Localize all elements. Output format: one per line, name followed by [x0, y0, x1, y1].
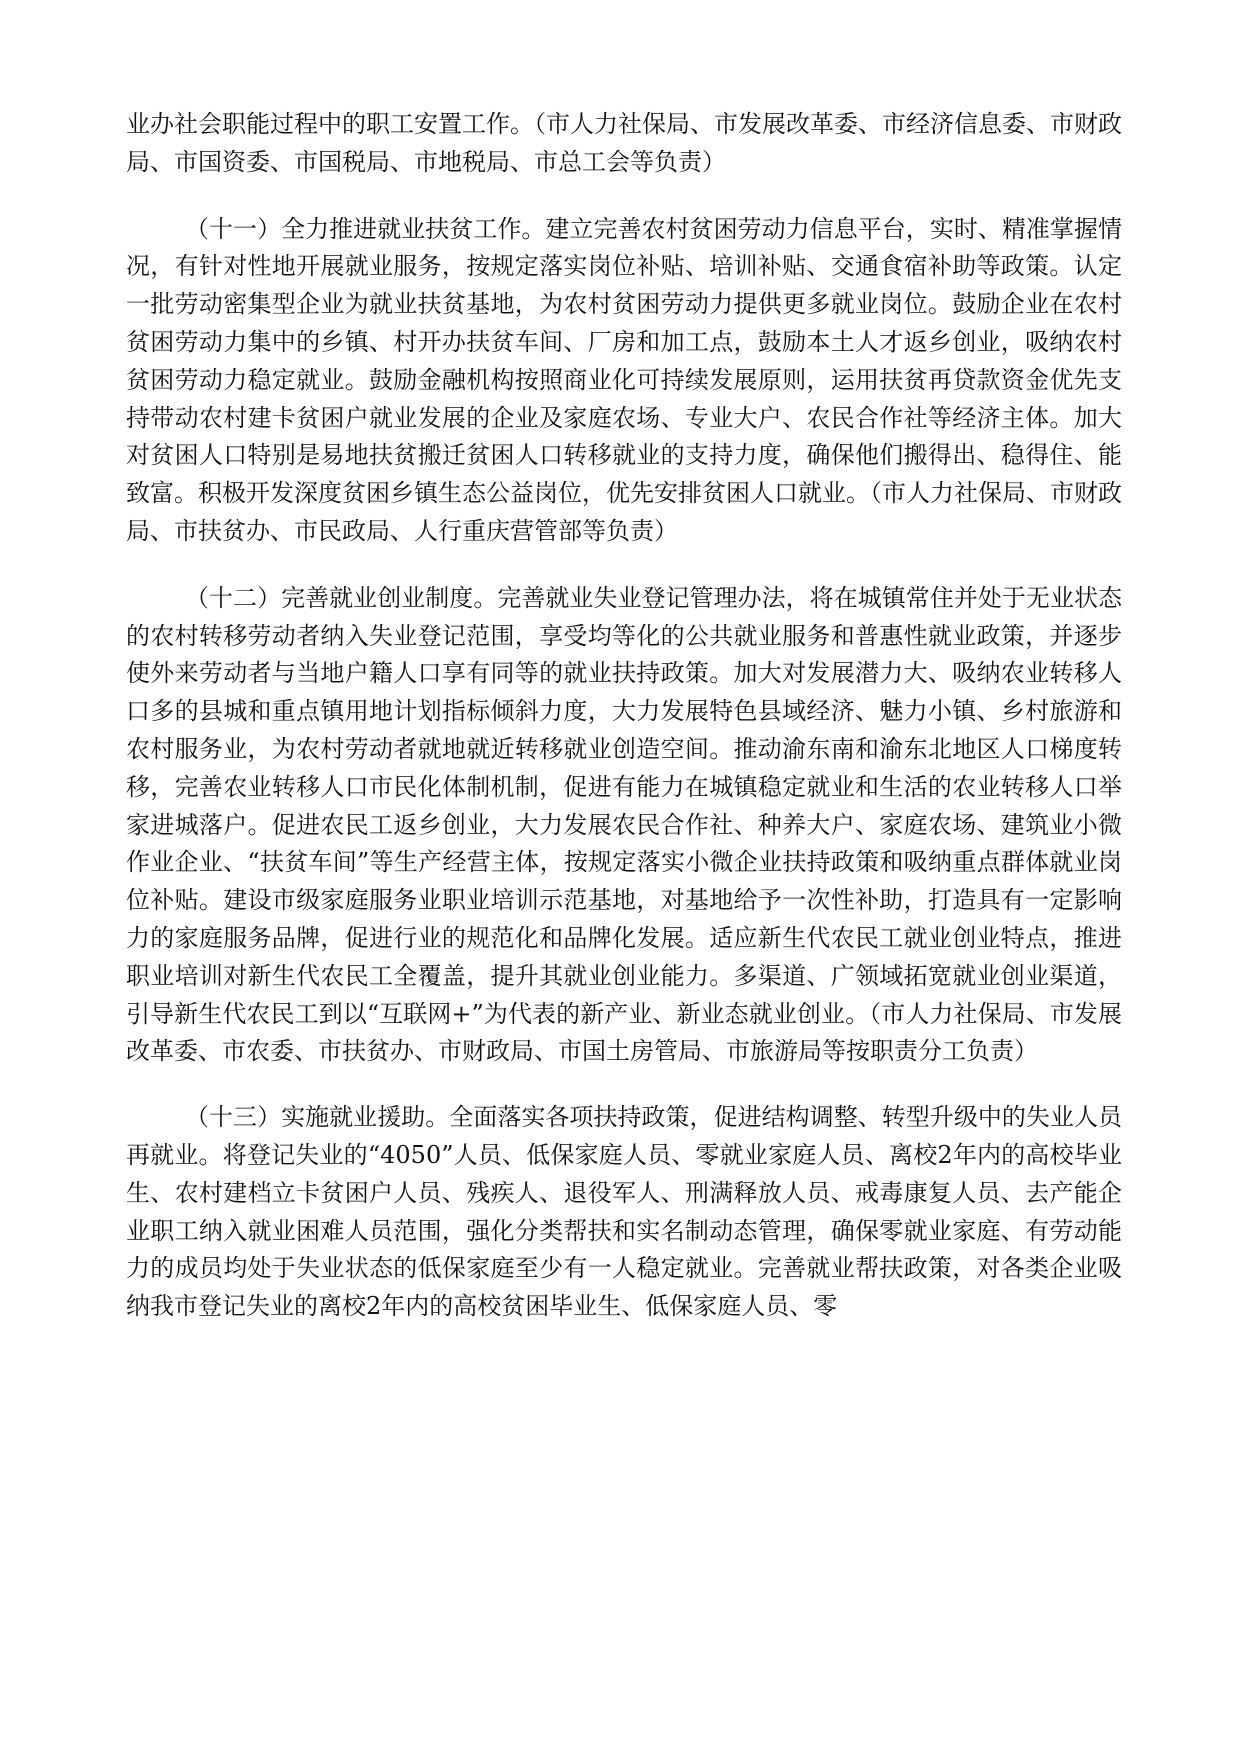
paragraph-continuation: 业办社会职能过程中的职工安置工作。（市人力社保局、市发展改革委、市经济信息委、市财政局、市国资委、市国税局、市地税局、市总工会等负责） — [126, 110, 1122, 176]
paragraph-item-12: （十二）完善就业创业制度。完善就业失业登记管理办法，将在城镇常住并处于无业状态的农村转移劳动者纳入失业登记范围，享受均等化的公共就业服务和普惠性就业政策，并逐步使外来劳动者与当地户籍人口享有同等的就业扶持政策。加大对发展潜力大、吸纳农业转移人口多的县城和重点镇用地计划指标倾斜力度，大力发展特色县域经济、魅力小镇、乡村旅游和农村服务业，为农村劳动者就地就近转移就业创造空间。推动渝东南和渝东北地区人口梯度转移，完善农业转移人口市民化体制机制，促进有能力在城镇稳定就业和生活的农业转移人口举家进城落户。促进农民工返乡创业，大力发展农民合作社、种养大户、家庭农场、建筑业小微作业企业、“扶贫车间”等生产经营主体，按规定落实小微企业扶持政策和吸纳重点群体就业岗位补贴。建设市级家庭服务业职业培训示范基地，对基地给予一次性补助，打造具有一定影响力的家庭服务品牌，促进行业的规范化和品牌化发展。适应新生代农民工就业创业特点，推进职业培训对新生代农民工全覆盖，提升其就业创业能力。多渠道、广领域拓宽就业创业渠道，引导新生代农民工到以“互联网+”为代表的新产业、新业态就业创业。（市人力社保局、市发展改革委、市农委、市扶贫办、市财政局、市国土房管局、市旅游局等按职责分工负责） — [126, 583, 1122, 1066]
paragraph-item-11: （十一）全力推进就业扶贫工作。建立完善农村贫困劳动力信息平台，实时、精准掌握情况，有针对性地开展就业服务，按规定落实岗位补贴、培训补贴、交通食宿补助等政策。认定一批劳动密集型企业为就业扶贫基地，为农村贫困劳动力提供更多就业岗位。鼓励企业在农村贫困劳动力集中的乡镇、村开办扶贫车间、厂房和加工点，鼓励本土人才返乡创业，吸纳农村贫困劳动力稳定就业。鼓励金融机构按照商业化可持续发展原则，运用扶贫再贷款资金优先支持带动农村建卡贫困户就业发展的企业及家庭农场、专业大户、农民合作社等经济主体。加大对贫困人口特别是易地扶贫搬迁贫困人口转移就业的支持力度，确保他们搬得出、稳得住、能致富。积极开发深度贫困乡镇生态公益岗位，优先安排贫困人口就业。（市人力社保局、市财政局、市扶贫办、市民政局、人行重庆营管部等负责） — [126, 214, 1122, 545]
paragraph-item-13: （十三）实施就业援助。全面落实各项扶持政策，促进结构调整、转型升级中的失业人员再就业。将登记失业的“4050”人员、低保家庭人员、零就业家庭人员、离校2年内的高校毕业生、农村建档立卡贫困户人员、残疾人、退役军人、刑满释放人员、戒毒康复人员、去产能企业职工纳入就业困难人员范围，强化分类帮扶和实名制动态管理，确保零就业家庭、有劳动能力的成员均处于失业状态的低保家庭至少有一人稳定就业。完善就业帮扶政策，对各类企业吸纳我市登记失业的离校2年内的高校贫困毕业生、低保家庭人员、零 — [126, 1103, 1122, 1321]
document-page — [126, 106, 1122, 1326]
